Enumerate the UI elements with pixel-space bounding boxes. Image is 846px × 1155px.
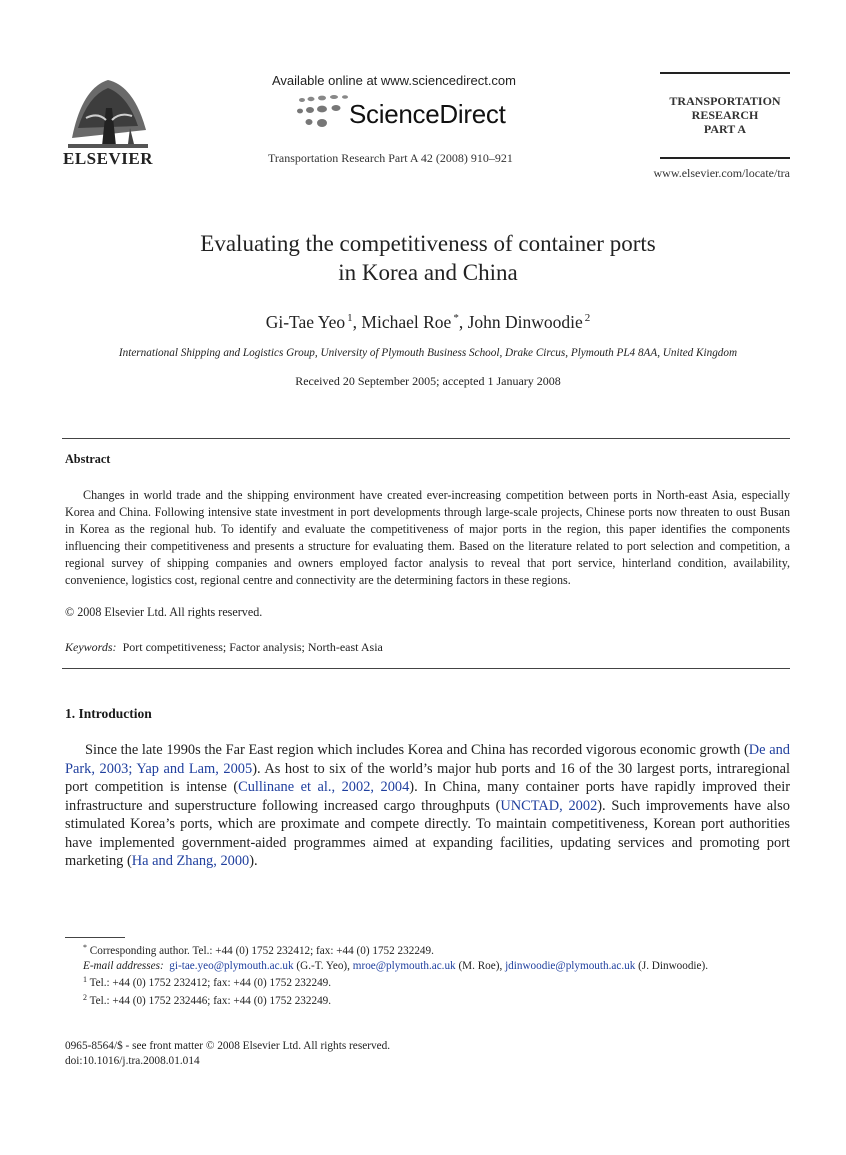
divider (62, 668, 790, 669)
author-footnote-mark[interactable]: * (453, 312, 459, 324)
footnotes (65, 941, 790, 1008)
keywords-label: Keywords: (65, 640, 117, 654)
footnote (65, 991, 790, 1009)
keywords (65, 640, 383, 655)
citation-link[interactable]: De and Park, 2003; Yap and Lam, 2005 (65, 742, 790, 777)
author-name[interactable]: Gi-Tae Yeo (265, 312, 346, 332)
introduction-body (65, 741, 790, 871)
introduction-paragraph (65, 741, 790, 871)
email-owner: (G.-T. Yeo), (296, 959, 350, 972)
text-segment: ). As host to six of the world’s major hub ports and 16 of the 30 largest ports, intraregional port competition is intense ( (65, 760, 790, 795)
footnote-mark: 1 (83, 975, 87, 985)
email-link[interactable]: mroe@plymouth.ac.uk (352, 959, 456, 972)
citation-link[interactable]: UNCTAD, 2002 (500, 797, 598, 814)
doi-line[interactable]: doi:10.1016/j.tra.2008.01.014 (65, 1055, 200, 1067)
footnote-text: Tel.: +44 (0) 1752 232446; fax: +44 (0) 1752 232249. (89, 994, 332, 1007)
keywords-list: Port competitiveness; Factor analysis; North-east Asia (122, 640, 383, 654)
author-footnote-mark[interactable]: 1 (347, 312, 353, 324)
divider (62, 438, 790, 439)
email-link[interactable]: jdinwoodie@plymouth.ac.uk (505, 959, 636, 972)
email-link[interactable]: gi-tae.yeo@plymouth.ac.uk (169, 959, 294, 972)
copyright-line: © 2008 Elsevier Ltd. All rights reserved. (65, 605, 263, 619)
title-line: in Korea and China (338, 260, 518, 285)
abstract-paragraph: Changes in world trade and the shipping environment have created ever-increasing competition between ports in North-east Asia, especially Korea and China. Following intensive state investment in port developments through large-scale projects, Chinese ports now threaten to oust Busan in Korea as the regional hub. To identify and evaluate the competitiveness of major ports in the region, this paper identifies the components influencing their competitiveness and presents a structure for evaluating them. Based on the literature related to port selection and competition, a regional survey of shipping companies and owners employed factor analysis to reveal that port service, hinterland condition, availability, convenience, logistics cost, regional centre and connectivity are the determining factors in these regions. (65, 488, 790, 587)
publisher-name: ELSEVIER (63, 149, 153, 168)
footnote-mark: * (83, 943, 87, 952)
journal-logo-line: PART A (703, 122, 747, 136)
front-matter (65, 1039, 390, 1069)
footnote-mark: 2 (83, 992, 87, 1002)
email-owner: (J. Dinwoodie). (638, 959, 709, 972)
footnote-divider (65, 937, 125, 938)
citation-link[interactable]: Ha and Zhang, 2000 (131, 853, 250, 869)
available-online-text[interactable]: Available online at www.sciencedirect.com (272, 73, 516, 88)
article-title (60, 229, 796, 287)
journal-reference: Transportation Research Part A 42 (2008) 910–921 (268, 151, 513, 165)
author-name[interactable]: Michael Roe (361, 312, 452, 332)
text-segment: ). In China, many container ports have rapidly improved their infrastructure and superstructure following increased cargo throughputs ( (65, 779, 790, 814)
journal-logo-bottom-rule (660, 157, 790, 159)
text-segment: ). Such improvements have also stimulated Korea’s ports, which are proximate and compete directly. To maintain competitiveness, Korean port authorities have implemented government-aided programmes aimed at expanding facilities, updating services and promoting port marketing ( (65, 797, 790, 869)
footnote (65, 941, 790, 959)
journal-logo-top-rule (660, 72, 790, 74)
footnote-emails (65, 959, 790, 974)
author-name[interactable]: John Dinwoodie (467, 312, 583, 332)
footnote (65, 973, 790, 991)
journal-logo (660, 94, 790, 136)
abstract-body (65, 487, 790, 589)
author-list: Gi-Tae Yeo $^1$, Michael Roe *, John Dinwoodie $^2$ (265, 312, 591, 332)
footnote-text: Corresponding author. Tel.: +44 (0) 1752 232412; fax: +44 (0) 1752 232249. (89, 945, 434, 957)
issn-line: 0965-8564/$ - see front matter © 2008 Elsevier Ltd. All rights reserved. (65, 1040, 391, 1052)
footnote-text: Tel.: +44 (0) 1752 232412; fax: +44 (0) 1752 232249. (89, 977, 332, 990)
section-heading: 1. Introduction (65, 706, 152, 721)
title-line: Evaluating the competitiveness of container ports (200, 231, 656, 256)
author-footnote-mark[interactable]: 2 (584, 312, 591, 324)
text-segment: ). (249, 853, 258, 869)
email-label: E-mail addresses: (83, 959, 164, 972)
affiliation: International Shipping and Logistics Group, University of Plymouth Business School, Drake Circus, Plymouth PL4 8AA, United Kingdom (118, 347, 738, 359)
received-dates: Received 20 September 2005; accepted 1 January 2008 (295, 374, 561, 388)
citation-link[interactable]: Cullinane et al., 2002, 2004 (238, 779, 410, 795)
text-segment: Since the late 1990s the Far East region which includes Korea and China has recorded vigorous economic growth ( (85, 742, 749, 758)
sciencedirect-wordmark: ScienceDirect (349, 99, 506, 129)
sciencedirect-dots-icon (296, 95, 352, 129)
journal-url[interactable]: www.elsevier.com/locate/tra (653, 166, 790, 180)
journal-logo-line: TRANSPORTATION (669, 94, 781, 108)
abstract-heading: Abstract (65, 452, 111, 466)
email-owner: (M. Roe), (458, 959, 503, 972)
journal-logo-line: RESEARCH (691, 108, 759, 122)
